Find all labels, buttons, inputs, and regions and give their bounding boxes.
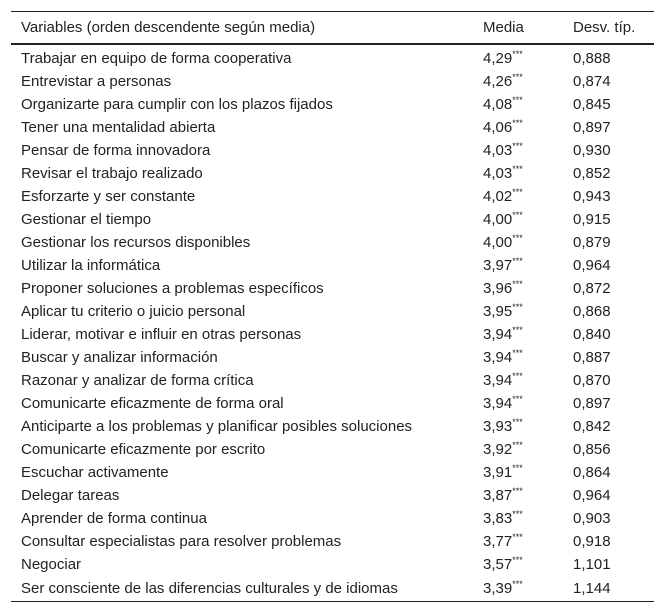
mean-cell <box>473 93 563 116</box>
significance-marker: *** <box>512 579 523 589</box>
mean-value: 4,03 <box>483 142 513 159</box>
sd-cell: 0,964 <box>573 487 611 504</box>
significance-marker: *** <box>512 164 523 174</box>
mean-cell <box>473 185 563 208</box>
table-row <box>11 44 654 70</box>
variable-cell: Aprender de forma continua <box>21 510 207 527</box>
variable-cell: Ser consciente de las diferencias culturales y de idiomas <box>11 576 473 602</box>
mean-value: 4,29 <box>483 50 513 67</box>
mean-value: 3,39 <box>483 580 513 597</box>
mean-value: 3,94 <box>483 349 513 366</box>
header-mean: Media <box>473 12 563 45</box>
mean-cell <box>473 323 563 346</box>
table-row <box>11 162 654 185</box>
mean-cell <box>473 484 563 507</box>
mean-value: 4,00 <box>483 211 513 228</box>
table-row <box>11 139 654 162</box>
variable-cell: Gestionar el tiempo <box>21 211 152 228</box>
mean-value: 3,92 <box>483 441 513 458</box>
variable-cell: Gestionar los recursos disponibles <box>21 234 251 251</box>
table-row <box>11 553 654 576</box>
sd-cell: 0,872 <box>573 280 611 297</box>
mean-cell <box>473 507 563 530</box>
table-row <box>11 415 654 438</box>
sd-cell: 0,840 <box>573 326 611 343</box>
table-row <box>11 208 654 231</box>
variable-cell: Entrevistar a personas <box>21 73 172 90</box>
significance-marker: *** <box>512 532 523 542</box>
significance-marker: *** <box>512 417 523 427</box>
variable-cell: Anticiparte a los problemas y planificar posibles soluciones <box>21 418 413 435</box>
table-row <box>11 300 654 323</box>
significance-marker: *** <box>512 394 523 404</box>
mean-cell <box>473 576 563 602</box>
significance-marker: *** <box>512 440 523 450</box>
sd-cell: 0,852 <box>573 165 611 182</box>
sd-cell: 0,918 <box>573 533 611 550</box>
mean-value: 4,00 <box>483 234 513 251</box>
variable-cell: Esforzarte y ser constante <box>21 188 196 205</box>
mean-cell <box>473 139 563 162</box>
significance-marker: *** <box>512 118 523 128</box>
sd-cell: 0,856 <box>573 441 611 458</box>
variable-cell: Buscar y analizar información <box>21 349 218 366</box>
variable-cell: Pensar de forma innovadora <box>21 142 211 159</box>
mean-cell <box>473 231 563 254</box>
mean-cell <box>473 300 563 323</box>
variable-cell: Comunicarte eficazmente de forma oral <box>21 395 284 412</box>
sd-cell: 0,888 <box>573 50 611 67</box>
table-row <box>11 277 654 300</box>
table-row <box>11 116 654 139</box>
mean-value: 4,03 <box>483 165 513 182</box>
mean-cell <box>473 162 563 185</box>
variable-cell: Liderar, motivar e influir en otras personas <box>21 326 302 343</box>
table-row <box>11 392 654 415</box>
significance-marker: *** <box>512 279 523 289</box>
mean-cell <box>473 44 563 70</box>
significance-marker: *** <box>512 371 523 381</box>
significance-marker: *** <box>512 233 523 243</box>
sd-cell: 0,897 <box>573 395 611 412</box>
sd-cell: 0,879 <box>573 234 611 251</box>
variable-cell: Revisar el trabajo realizado <box>21 165 203 182</box>
significance-marker: *** <box>512 555 523 565</box>
significance-marker: *** <box>512 72 523 82</box>
mean-value: 4,08 <box>483 96 513 113</box>
mean-cell <box>473 116 563 139</box>
mean-cell <box>473 346 563 369</box>
variable-cell: Negociar <box>21 556 82 573</box>
sd-cell: 1,101 <box>573 556 611 573</box>
mean-cell <box>473 553 563 576</box>
table-row <box>11 323 654 346</box>
sd-cell: 0,887 <box>573 349 611 366</box>
significance-marker: *** <box>512 509 523 519</box>
mean-value: 3,97 <box>483 257 513 274</box>
mean-cell <box>473 461 563 484</box>
header-sd: Desv. típ. <box>563 12 654 45</box>
mean-cell <box>473 392 563 415</box>
variable-cell: Razonar y analizar de forma crítica <box>21 372 254 389</box>
sd-cell: 0,874 <box>573 73 611 90</box>
significance-marker: *** <box>512 256 523 266</box>
variable-cell: Delegar tareas <box>21 487 120 504</box>
table-row <box>11 185 654 208</box>
results-table-container <box>11 11 654 602</box>
significance-marker: *** <box>512 486 523 496</box>
variable-cell: Tener una mentalidad abierta <box>21 119 216 136</box>
header-variable: Variables (orden descendente según media) <box>11 12 473 45</box>
significance-marker: *** <box>512 348 523 358</box>
mean-value: 3,94 <box>483 326 513 343</box>
mean-value: 3,95 <box>483 303 513 320</box>
variable-cell: Aplicar tu criterio o juicio personal <box>21 303 246 320</box>
mean-cell <box>473 438 563 461</box>
table-header <box>11 12 654 45</box>
table-row <box>11 507 654 530</box>
sd-cell: 0,964 <box>573 257 611 274</box>
sd-cell: 0,903 <box>573 510 611 527</box>
header-row <box>11 12 654 45</box>
table-row <box>11 231 654 254</box>
mean-value: 3,96 <box>483 280 513 297</box>
sd-cell: 0,870 <box>573 372 611 389</box>
sd-cell: 0,864 <box>573 464 611 481</box>
significance-marker: *** <box>512 463 523 473</box>
table-body <box>11 44 654 602</box>
mean-cell <box>473 369 563 392</box>
sd-cell: 1,144 <box>563 576 654 602</box>
significance-marker: *** <box>512 325 523 335</box>
mean-value: 3,57 <box>483 556 513 573</box>
significance-marker: *** <box>512 95 523 105</box>
mean-value: 4,06 <box>483 119 513 136</box>
sd-cell: 0,930 <box>573 142 611 159</box>
table-row <box>11 93 654 116</box>
mean-value: 4,02 <box>483 188 513 205</box>
table-row <box>11 484 654 507</box>
table-row <box>11 438 654 461</box>
variable-cell: Consultar especialistas para resolver problemas <box>21 533 342 550</box>
mean-cell <box>473 530 563 553</box>
mean-cell <box>473 70 563 93</box>
mean-value: 4,26 <box>483 73 513 90</box>
results-table <box>11 11 654 602</box>
sd-cell: 0,842 <box>573 418 611 435</box>
table-row <box>11 369 654 392</box>
table-row <box>11 70 654 93</box>
table-row <box>11 461 654 484</box>
mean-cell <box>473 254 563 277</box>
significance-marker: *** <box>512 210 523 220</box>
significance-marker: *** <box>512 141 523 151</box>
significance-marker: *** <box>512 302 523 312</box>
variable-cell: Organizarte para cumplir con los plazos fijados <box>21 96 333 113</box>
sd-cell: 0,845 <box>573 96 611 113</box>
mean-value: 3,93 <box>483 418 513 435</box>
sd-cell: 0,897 <box>573 119 611 136</box>
table-row <box>11 576 654 602</box>
sd-cell: 0,943 <box>573 188 611 205</box>
table-row <box>11 346 654 369</box>
mean-value: 3,77 <box>483 533 513 550</box>
mean-cell <box>473 277 563 300</box>
variable-cell: Comunicarte eficazmente por escrito <box>21 441 266 458</box>
mean-value: 3,91 <box>483 464 513 481</box>
significance-marker: *** <box>512 187 523 197</box>
table-row <box>11 254 654 277</box>
mean-cell <box>473 208 563 231</box>
mean-value: 3,94 <box>483 395 513 412</box>
variable-cell: Utilizar la informática <box>21 257 161 274</box>
sd-cell: 0,915 <box>573 211 611 228</box>
mean-value: 3,83 <box>483 510 513 527</box>
mean-value: 3,94 <box>483 372 513 389</box>
significance-marker: *** <box>512 49 523 59</box>
variable-cell: Escuchar activamente <box>21 464 169 481</box>
variable-cell: Trabajar en equipo de forma cooperativa <box>21 50 292 67</box>
variable-cell: Proponer soluciones a problemas específicos <box>21 280 324 297</box>
mean-cell <box>473 415 563 438</box>
mean-value: 3,87 <box>483 487 513 504</box>
table-row <box>11 530 654 553</box>
sd-cell: 0,868 <box>573 303 611 320</box>
